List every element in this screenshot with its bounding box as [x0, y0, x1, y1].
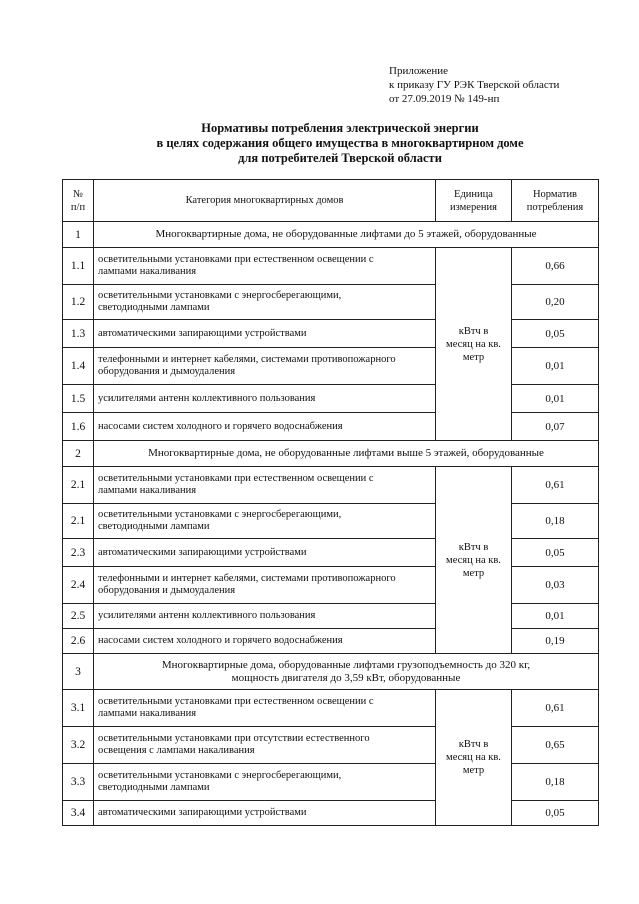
row-category	[94, 629, 436, 654]
appendix-line: Приложение	[389, 65, 449, 77]
row-category-line: осветительными установками при отсутствии естественного	[98, 733, 370, 744]
norm-value: 0,03	[512, 567, 599, 604]
unit-line: кВтч в	[458, 541, 489, 553]
row-category-line: осветительными установками при естественном освещении с	[98, 473, 374, 484]
row-number: 1.6	[63, 413, 94, 441]
unit-line: месяц на кв.	[446, 752, 501, 763]
section-title-line: Многоквартирные дома, не оборудованные лифтами выше 5 этажей, оборудованные	[148, 447, 544, 459]
row-category-line: усилителями антенн коллективного пользования	[98, 610, 316, 621]
row-category	[94, 801, 436, 826]
table-row	[63, 413, 599, 441]
row-category-line: лампами накаливания	[98, 266, 197, 277]
norm-value: 0,01	[512, 348, 599, 385]
row-category	[94, 567, 436, 604]
row-category-line: лампами накаливания	[98, 708, 197, 719]
table-row	[63, 248, 599, 285]
row-category	[94, 285, 436, 320]
norm-value: 0,05	[512, 539, 599, 567]
header-norm	[512, 180, 599, 222]
norms-table	[62, 179, 599, 826]
table-row	[63, 320, 599, 348]
row-category	[94, 385, 436, 413]
table-row	[63, 604, 599, 629]
row-number: 3.3	[63, 764, 94, 801]
unit-cell	[436, 467, 512, 654]
table-row	[63, 690, 599, 727]
section-row	[63, 222, 599, 248]
header-num	[63, 180, 94, 222]
norm-value: 0,18	[512, 504, 599, 539]
norm-value: 0,07	[512, 413, 599, 441]
row-category-line: осветительными установками при естественном освещении с	[98, 696, 374, 707]
row-category-line: освещения с лампами накаливания	[98, 745, 255, 756]
norm-value: 0,20	[512, 285, 599, 320]
table-row	[63, 629, 599, 654]
norm-value: 0,05	[512, 801, 599, 826]
row-category-line: светодиодными лампами	[98, 302, 210, 313]
row-category-line: осветительными установками с энергосберегающими,	[98, 290, 342, 301]
table-row	[63, 727, 599, 764]
table-row	[63, 764, 599, 801]
row-number: 1.4	[63, 348, 94, 385]
norm-value: 0,18	[512, 764, 599, 801]
table-row	[63, 285, 599, 320]
row-category-line: осветительными установками при естественном освещении с	[98, 254, 374, 265]
row-category-line: осветительными установками с энергосберегающими,	[98, 770, 342, 781]
row-category	[94, 764, 436, 801]
section-title-line: Многоквартирные дома, оборудованные лифтами грузоподъемность до 320 кг,	[161, 658, 531, 671]
section-number: 1	[63, 222, 94, 248]
row-number: 1.2	[63, 285, 94, 320]
row-category-line: светодиодными лампами	[98, 782, 210, 793]
header-category: Категория многоквартирных домов	[94, 180, 436, 222]
title-line: Нормативы потребления электрической энергии	[201, 121, 479, 135]
row-number: 2.1	[63, 467, 94, 504]
table-row	[63, 539, 599, 567]
unit-line: кВтч в	[458, 739, 489, 750]
header-unit-line: измерения	[450, 201, 497, 213]
norm-value: 0,19	[512, 629, 599, 654]
title-line: в целях содержания общего имущества в многоквартирном доме	[156, 136, 524, 150]
row-category-line: лампами накаливания	[98, 485, 197, 496]
unit-cell	[436, 690, 512, 826]
row-number: 1.5	[63, 385, 94, 413]
row-category	[94, 727, 436, 764]
section-title	[94, 441, 599, 467]
table-row	[63, 385, 599, 413]
section-row	[63, 441, 599, 467]
row-category	[94, 348, 436, 385]
table-body	[63, 222, 599, 826]
header-unit	[436, 180, 512, 222]
row-category	[94, 413, 436, 441]
row-category	[94, 604, 436, 629]
row-category-line: телефонными и интернет кабелями, системами противопожарного	[98, 573, 396, 584]
norm-value: 0,01	[512, 385, 599, 413]
row-number: 2.1	[63, 504, 94, 539]
row-category-line: насосами систем холодного и горячего водоснабжения	[98, 635, 343, 646]
unit-line: метр	[462, 351, 485, 363]
row-category	[94, 320, 436, 348]
row-category-line: усилителями антенн коллективного пользования	[98, 392, 316, 404]
row-number: 1.3	[63, 320, 94, 348]
row-category-line: оборудования и дымоудаления	[98, 585, 236, 596]
norm-value: 0,01	[512, 604, 599, 629]
table-row	[63, 467, 599, 504]
section-title	[94, 222, 599, 248]
appendix-line: от 27.09.2019 № 149-нп	[389, 93, 500, 105]
norm-value: 0,61	[512, 690, 599, 727]
unit-line: месяц на кв.	[446, 338, 501, 350]
norm-value: 0,65	[512, 727, 599, 764]
document-title	[60, 121, 620, 166]
header-num-line: №	[72, 188, 84, 200]
unit-line: метр	[462, 567, 485, 579]
header-norm-line: потребления	[526, 201, 584, 213]
appendix-line: к приказу ГУ РЭК Тверской области	[389, 79, 560, 91]
row-category-line: автоматическими запирающими устройствами	[98, 327, 307, 339]
section-title-line: Многоквартирные дома, не оборудованные лифтами до 5 этажей, оборудованные	[155, 228, 537, 240]
section-number: 2	[63, 441, 94, 467]
unit-line: метр	[462, 765, 485, 776]
row-category	[94, 467, 436, 504]
row-category-line: телефонными и интернет кабелями, системами противопожарного	[98, 354, 396, 365]
row-category-line: светодиодными лампами	[98, 521, 210, 532]
title-line: для потребителей Тверской области	[238, 151, 442, 165]
unit-cell	[436, 248, 512, 441]
row-category-line: насосами систем холодного и горячего водоснабжения	[98, 420, 343, 432]
table-row	[63, 348, 599, 385]
table-header-row	[63, 180, 599, 222]
appendix-note	[389, 64, 559, 106]
row-category-line: оборудования и дымоудаления	[98, 366, 236, 377]
header-num-line: п/п	[70, 201, 86, 213]
row-number: 2.3	[63, 539, 94, 567]
table-row	[63, 567, 599, 604]
norm-value: 0,66	[512, 248, 599, 285]
row-number: 2.4	[63, 567, 94, 604]
header-norm-line: Норматив	[532, 188, 578, 200]
table-row	[63, 504, 599, 539]
table-row	[63, 801, 599, 826]
row-category-line: автоматическими запирающими устройствами	[98, 807, 307, 818]
unit-line: месяц на кв.	[446, 554, 501, 566]
header-unit-line: Единица	[454, 188, 493, 200]
norm-value: 0,05	[512, 320, 599, 348]
row-number: 2.5	[63, 604, 94, 629]
row-category	[94, 248, 436, 285]
section-title	[94, 654, 599, 690]
row-number: 3.4	[63, 801, 94, 826]
section-number: 3	[63, 654, 94, 690]
row-number: 2.6	[63, 629, 94, 654]
row-category	[94, 690, 436, 727]
row-category	[94, 539, 436, 567]
row-number: 3.2	[63, 727, 94, 764]
row-category	[94, 504, 436, 539]
section-title-line: мощность двигателя до 3,59 кВт, оборудованные	[231, 671, 461, 684]
norm-value: 0,61	[512, 467, 599, 504]
section-row	[63, 654, 599, 690]
row-number: 3.1	[63, 690, 94, 727]
unit-line: кВтч в	[458, 325, 489, 337]
row-number: 1.1	[63, 248, 94, 285]
row-category-line: осветительными установками с энергосберегающими,	[98, 509, 342, 520]
row-category-line: автоматическими запирающими устройствами	[98, 546, 307, 558]
